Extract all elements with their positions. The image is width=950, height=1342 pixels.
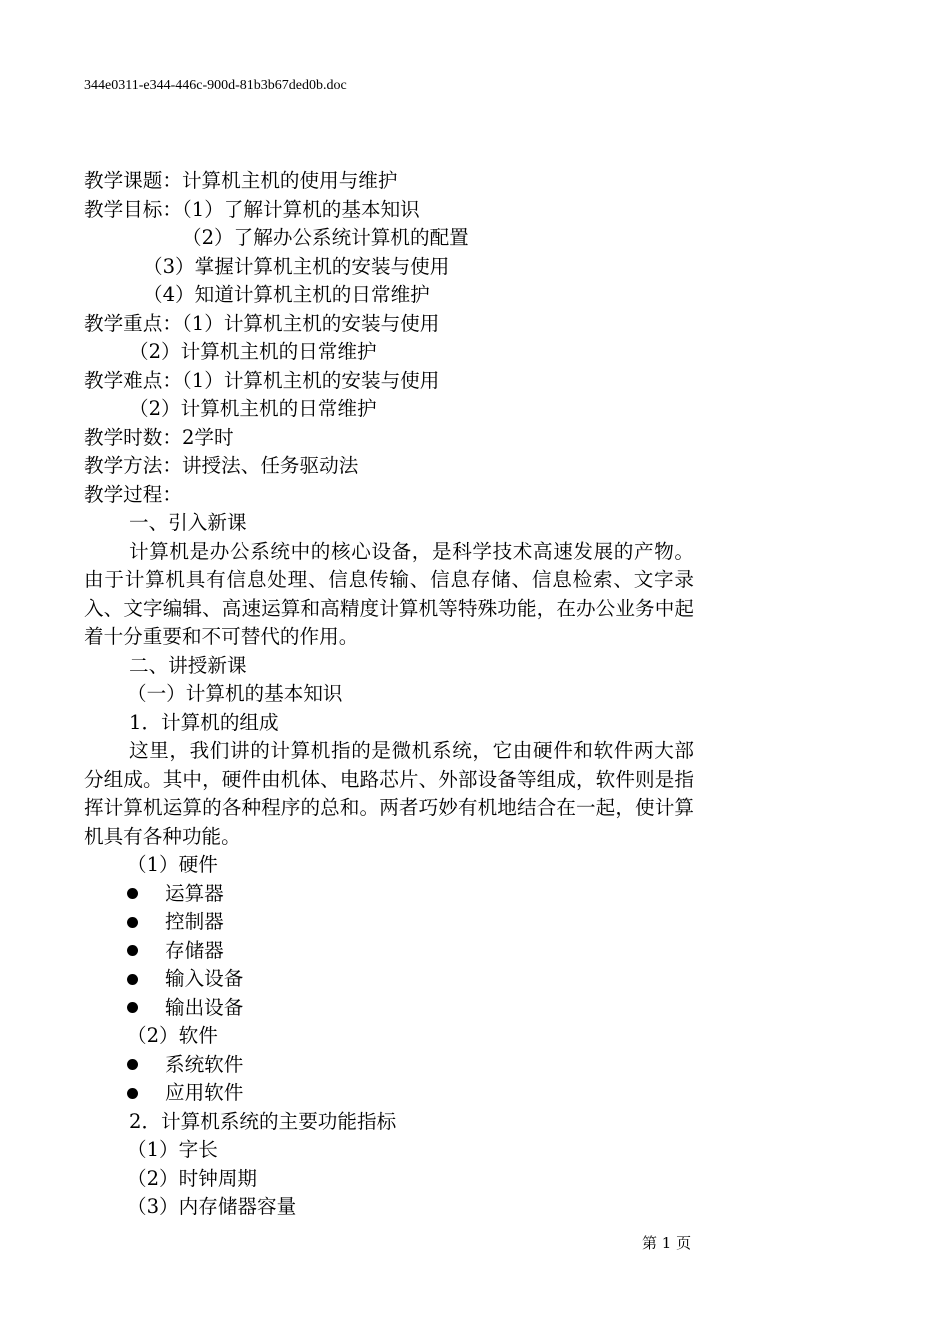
lesson-process: 教学过程： bbox=[84, 482, 182, 506]
item-heading-indicators: 2．计算机系统的主要功能指标 bbox=[129, 1109, 397, 1133]
software-list-item: 应用软件 bbox=[84, 1079, 694, 1108]
hardware-list-item: 输入设备 bbox=[84, 965, 694, 994]
bullet-icon bbox=[127, 1088, 138, 1099]
software-list-item: 系统软件 bbox=[84, 1051, 694, 1080]
lesson-topic: 教学课题：计算机主机的使用与维护 bbox=[84, 169, 398, 192]
hardware-list-item: 存储器 bbox=[84, 937, 694, 966]
lesson-goal-2: （2）了解办公系统计算机的配置 bbox=[182, 226, 469, 249]
paragraph-composition: 这里，我们讲的计算机指的是微机系统，它由硬件和软件两大部分组成。其中，硬件由机体、电路芯片、外部设备等组成，软件则是指挥计算机运算的各种程序的总和。两者巧妙有机地结合在一起，使计算机具有各种功能。 bbox=[84, 739, 694, 848]
lesson-hours: 教学时数：2学时 bbox=[84, 425, 234, 449]
lesson-key-point-1: 教学重点：（1）计算机主机的安装与使用 bbox=[84, 311, 440, 335]
indicator-clock-cycle: （2）时钟周期 bbox=[127, 1166, 258, 1190]
document-body bbox=[84, 167, 694, 1222]
document-filename: 344e0311-e344-446c-900d-81b3b67ded0b.doc bbox=[84, 78, 347, 93]
lesson-goal-3: （3）掌握计算机主机的安装与使用 bbox=[143, 254, 450, 278]
bullet-icon bbox=[127, 917, 138, 928]
lesson-difficulty-2: （2）计算机主机的日常维护 bbox=[129, 397, 377, 420]
lesson-goal-4: （4）知道计算机主机的日常维护 bbox=[143, 283, 430, 306]
item-heading-composition: 1．计算机的组成 bbox=[129, 710, 279, 734]
bullet-icon bbox=[127, 945, 138, 956]
bullet-icon bbox=[127, 1002, 138, 1013]
software-heading: （2）软件 bbox=[127, 1024, 218, 1047]
lesson-goal-1: 教学目标：（1）了解计算机的基本知识 bbox=[84, 197, 420, 221]
lesson-difficulty-1: 教学难点：（1）计算机主机的安装与使用 bbox=[84, 368, 440, 392]
paragraph-intro: 计算机是办公系统中的核心设备，是科学技术高速发展的产物。由于计算机具有信息处理、信息传输、信息存储、信息检索、文字录入、文字编辑、高速运算和高精度计算机等特殊功能，在办公业务中起着十分重要和不可替代的作用。 bbox=[84, 539, 694, 648]
bullet-icon bbox=[127, 888, 138, 899]
section-heading-intro: 一、引入新课 bbox=[129, 511, 247, 534]
subsection-heading-basics: （一）计算机的基本知识 bbox=[127, 682, 343, 705]
hardware-list-item: 控制器 bbox=[84, 908, 694, 937]
lesson-key-point-2: （2）计算机主机的日常维护 bbox=[129, 340, 377, 363]
hardware-list-item: 输出设备 bbox=[84, 994, 694, 1023]
bullet-icon bbox=[127, 1059, 138, 1070]
hardware-list-item: 运算器 bbox=[84, 880, 694, 909]
indicator-memory-capacity: （3）内存储器容量 bbox=[127, 1195, 297, 1218]
page-number: 第 1 页 bbox=[642, 1234, 692, 1252]
hardware-heading: （1）硬件 bbox=[127, 853, 218, 876]
section-heading-new-lesson: 二、讲授新课 bbox=[129, 653, 247, 677]
bullet-icon bbox=[127, 974, 138, 985]
lesson-method: 教学方法：讲授法、任务驱动法 bbox=[84, 454, 359, 477]
indicator-word-length: （1）字长 bbox=[127, 1138, 218, 1161]
